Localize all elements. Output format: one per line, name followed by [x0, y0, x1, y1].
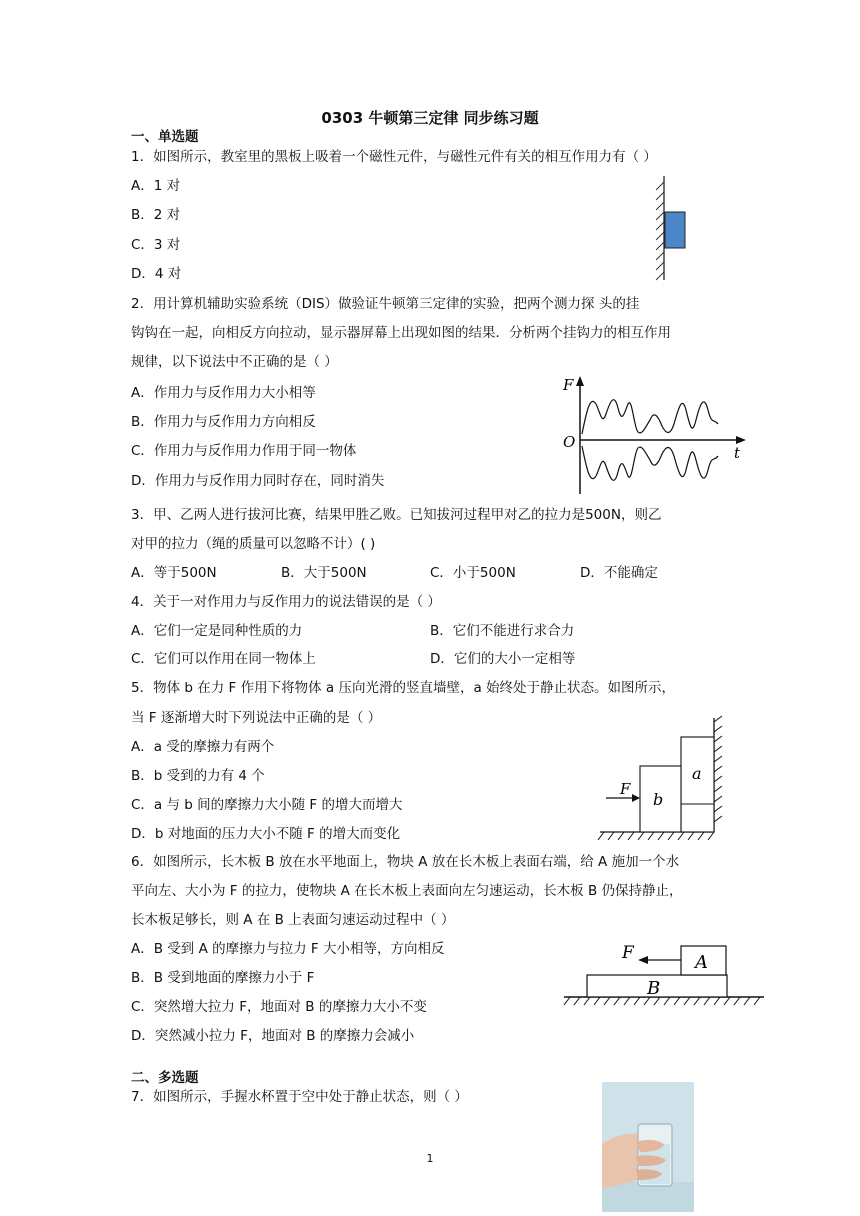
block-a-label: a: [692, 764, 702, 783]
q7-stem: 7．如图所示，手握水杯置于空中处于静止状态，则（ ）: [131, 1089, 468, 1105]
q2-option-c: C．作用力与反作用力作用于同一物体: [131, 443, 357, 459]
q5-option-a: A．a 受的摩擦力有两个: [131, 739, 275, 755]
q4-stem: 4．关于一对作用力与反作用力的说法错误的是（ ）: [131, 594, 441, 610]
q7-hand-glass-photo: [602, 1082, 694, 1212]
block-a: [681, 737, 714, 832]
q6-board-figure: [562, 938, 768, 1008]
q3-option-b: B．大于500N: [281, 565, 367, 581]
force-f-label: F: [622, 943, 634, 963]
q2-option-b: B．作用力与反作用力方向相反: [131, 414, 316, 430]
q3-stem-line1: 3．甲、乙两人进行拔河比赛，结果甲胜乙败。已知拔河过程甲对乙的拉力是500N，则乙: [131, 507, 662, 523]
q2-option-d: D．作用力与反作用力同时存在，同时消失: [131, 473, 385, 489]
q2-option-a: A．作用力与反作用力大小相等: [131, 385, 316, 401]
q6-stem-line1: 6．如图所示，长木板 B 放在水平地面上，物块 A 放在长木板上表面右端，给 A 施加一个水: [131, 854, 680, 870]
q6-option-d: D．突然减小拉力 F，地面对 B 的摩擦力会减小: [131, 1028, 415, 1044]
axis-f-label: F: [563, 376, 574, 394]
q3-option-c: C．小于500N: [430, 565, 516, 581]
q5-option-b: B．b 受到的力有 4 个: [131, 768, 265, 784]
section-multi-choice: 二、多选题: [131, 1070, 199, 1086]
q5-option-c: C．a 与 b 间的摩擦力大小随 F 的增大而增大: [131, 797, 403, 813]
q1-option-c: C．3 对: [131, 237, 181, 253]
q1-option-d: D．4 对: [131, 266, 182, 282]
q4-option-c: C．它们可以作用在同一物体上: [131, 651, 316, 667]
q6-option-c: C．突然增大拉力 F，地面对 B 的摩擦力大小不变: [131, 999, 427, 1015]
q4-option-b: B．它们不能进行求合力: [430, 623, 575, 639]
q5-option-d: D．b 对地面的压力大小不随 F 的增大而变化: [131, 826, 401, 842]
force-f-label: F: [620, 780, 631, 798]
q1-blackboard-figure: [648, 174, 698, 284]
q3-option-a: A．等于500N: [131, 565, 217, 581]
q3-option-d: D．不能确定: [580, 565, 658, 581]
q5-stem-line2: 当 F 逐渐增大时下列说法中正确的是（ ）: [131, 710, 382, 726]
q4-option-d: D．它们的大小一定相等: [430, 651, 576, 667]
q2-stem-line3: 规律，以下说法中不正确的是（ ）: [131, 354, 338, 370]
block-b-label: b: [653, 790, 664, 809]
q6-stem-line3: 长木板足够长，则 A 在 B 上表面匀速运动过程中（ ）: [131, 912, 455, 928]
page-number: 1: [426, 1152, 434, 1165]
q6-stem-line2: 平向左、大小为 F 的拉力，使物块 A 在长木板上表面向左匀速运动，长木板 B 仍保持静止，: [131, 883, 683, 899]
q2-stem-line1: 2．用计算机辅助实验系统（DIS）做验证牛顿第三定律的实验，把两个测力探 头的挂: [131, 296, 640, 312]
board-b-label: B: [647, 978, 661, 999]
magnet-block: [665, 212, 685, 248]
page-title: 0303 牛顿第三定律 同步练习题: [321, 109, 539, 127]
q1-stem: 1．如图所示，教室里的黑板上吸着一个磁性元件，与磁性元件有关的相互作用力有（ ）: [131, 149, 657, 165]
block-a-label: A: [695, 952, 708, 973]
q1-option-a: A．1 对: [131, 178, 181, 194]
section-single-choice: 一、单选题: [131, 129, 199, 145]
q6-option-a: A．B 受到 A 的摩擦力与拉力 F 大小相等，方向相反: [131, 941, 445, 957]
q3-stem-line2: 对甲的拉力（绳的质量可以忽略不计）( ): [131, 536, 376, 552]
q1-option-b: B．2 对: [131, 207, 181, 223]
q4-option-a: A．它们一定是同种性质的力: [131, 623, 303, 639]
q5-stem-line1: 5．物体 b 在力 F 作用下将物体 a 压向光滑的竖直墙壁，a 始终处于静止状态。如图所示，: [131, 680, 676, 696]
axis-t-label: t: [734, 444, 741, 462]
origin-label: O: [563, 433, 576, 451]
q5-blocks-figure: [596, 714, 726, 842]
q2-force-time-graph: [558, 374, 748, 499]
q6-option-b: B．B 受到地面的摩擦力小于 F: [131, 970, 315, 986]
q2-stem-line2: 钩钩在一起，向相反方向拉动，显示器屏幕上出现如图的结果．分析两个挂钩力的相互作用: [131, 325, 671, 341]
